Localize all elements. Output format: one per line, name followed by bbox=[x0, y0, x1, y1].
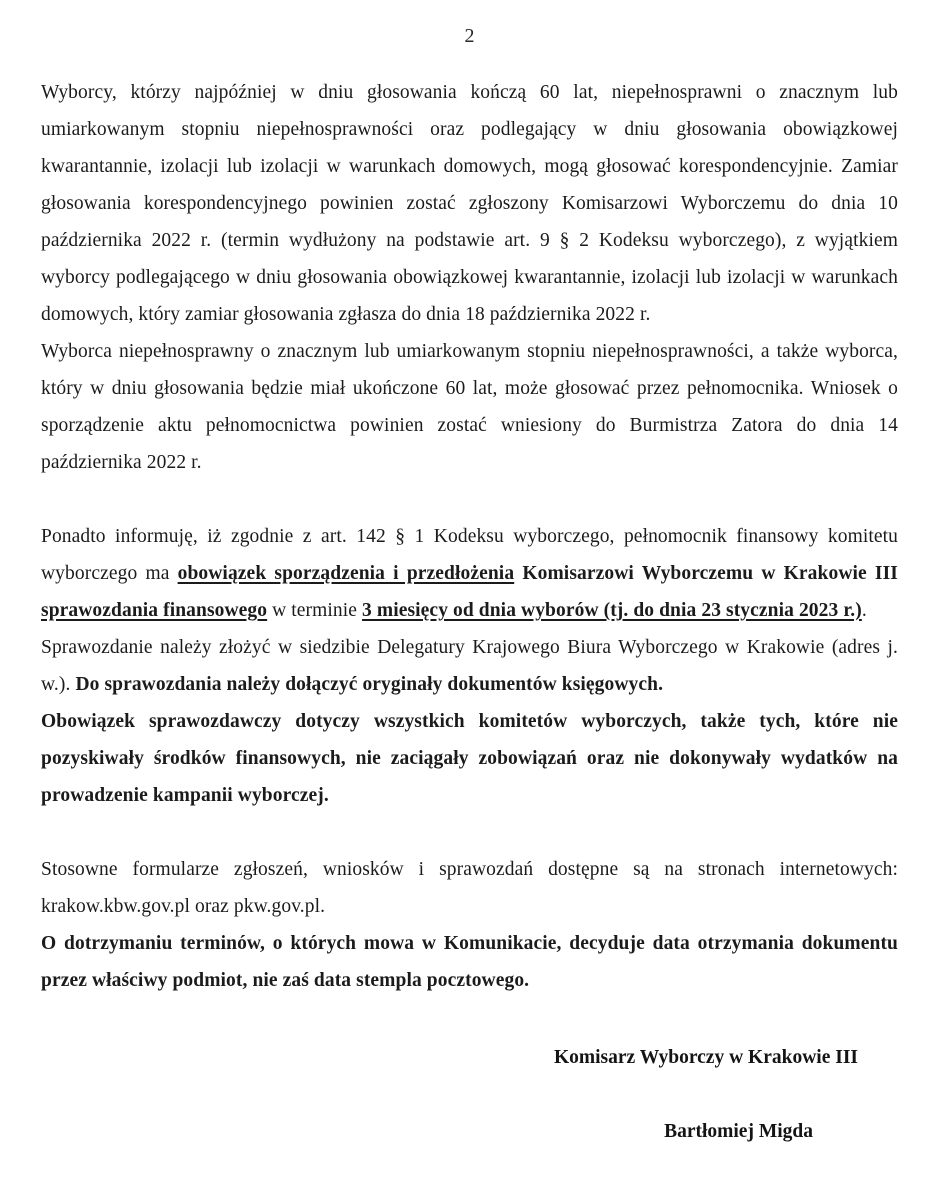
paragraph-report-submission bbox=[41, 629, 898, 703]
paragraph-voting-by-correspondence: Wyborcy, którzy najpóźniej w dniu głosowania kończą 60 lat, niepełnosprawni o znacznym lub umiarkowanym stopniu niepełnosprawności oraz podlegający w dniu głosowania obowiązkowej kwarantannie, izolacji lub izolacji w warunkach domowych, mogą głosować korespondencyjnie. Zamiar głosowania korespondencyjnego powinien zostać zgłoszony Komisarzowi Wyborczemu do dnia 10 października 2022 r. (termin wydłużony na podstawie art. 9 § 2 Kodeksu wyborczego), z wyjątkiem wyborcy podlegającego w dniu głosowania obowiązkowej kwarantannie, izolacji lub izolacji w warunkach domowych, który zamiar głosowania zgłasza do dnia 18 października 2022 r. bbox=[41, 82, 898, 325]
text-run-bold-underline-deadline: 3 miesięcy od dnia wyborów (tj. do dnia 23 stycznia 2023 r.) bbox=[362, 600, 862, 621]
paragraph-gap bbox=[41, 814, 898, 851]
text-run-plain: Ponadto informuję, iż zgodnie z art. 142 § 1 Kodeksu wyborczego, pełnomocnik finansowy komitetu wyborczego ma bbox=[41, 526, 898, 584]
signature-title: Komisarz Wyborczy w Krakowie III bbox=[553, 1047, 858, 1068]
text-run-bold-commissioner: Komisarzowi Wyborczemu w Krakowie III bbox=[514, 563, 898, 584]
paragraph-forms-websites: Stosowne formularze zgłoszeń, wniosków i sprawozdań dostępne są na stronach internetowych: krakow.kbw.gov.pl oraz pkw.gov.pl. bbox=[41, 859, 898, 917]
text-run-bold-original-documents: Do sprawozdania należy dołączyć oryginały dokumentów księgowych. bbox=[75, 674, 664, 695]
text-run-bold-underline-report: sprawozdania finansowego bbox=[41, 600, 268, 621]
page-number: 2 bbox=[464, 25, 475, 47]
text-run-bold-underline-obligation: obowiązek sporządzenia i przedłożenia bbox=[177, 563, 515, 584]
paragraph-financial-report-obligation bbox=[41, 518, 898, 629]
document-body bbox=[41, 74, 898, 999]
paragraph-reporting-duty-all-committees: Obowiązek sprawozdawczy dotyczy wszystkich komitetów wyborczych, także tych, które nie pozyskiwały środków finansowych, nie zaciągały zobowiązań oraz nie dokonywały wydatków na prowadzenie kampanii wyborczej. bbox=[41, 711, 898, 806]
signature-name: Bartłomiej Migda bbox=[664, 1121, 813, 1142]
text-run-plain-deadline-intro: w terminie bbox=[267, 600, 363, 621]
paragraph-gap bbox=[41, 481, 898, 518]
paragraph-voting-by-proxy: Wyborca niepełnosprawny o znacznym lub umiarkowanym stopniu niepełnosprawności, a także wyborca, który w dniu głosowania będzie miał ukończone 60 lat, może głosować przez pełnomocnika. Wniosek o sporządzenie aktu pełnomocnictwa powinien zostać wniesiony do Burmistrza Zatora do dnia 14 października 2022 r. bbox=[41, 341, 898, 473]
text-run-plain-period: . bbox=[861, 600, 867, 621]
paragraph-deadline-receipt-rule: O dotrzymaniu terminów, o których mowa w Komunikacie, decyduje data otrzymania dokumentu przez właściwy podmiot, nie zaś data stempla pocztowego. bbox=[41, 933, 898, 991]
text-run-plain-submission: Sprawozdanie należy złożyć w siedzibie Delegatury Krajowego Biura Wyborczego w Krakowie (adres j. w.). bbox=[41, 637, 898, 695]
